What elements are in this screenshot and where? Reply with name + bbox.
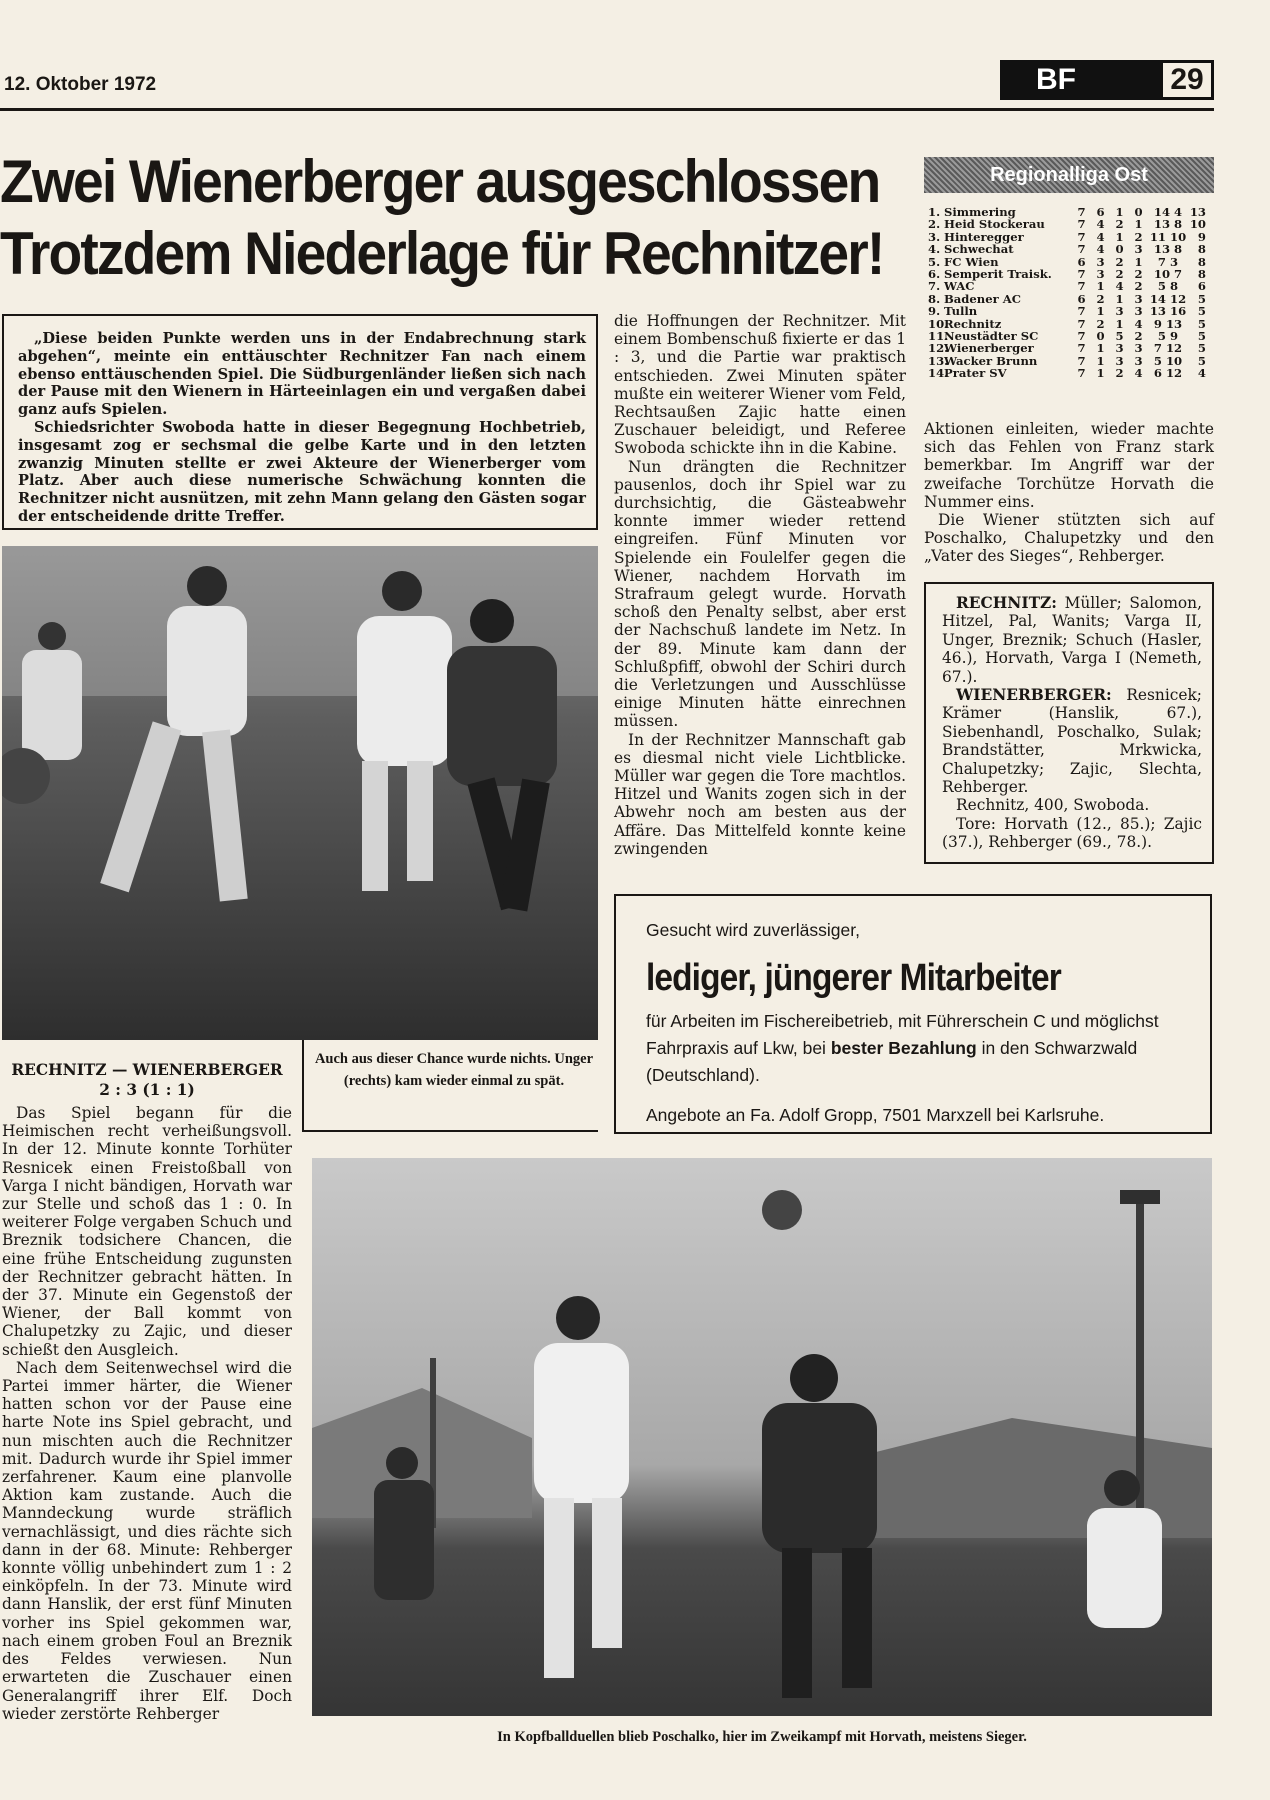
league-cell-w: 1 (1096, 353, 1105, 368)
league-cell-pts: 10 (1189, 217, 1206, 232)
league-cell-goals: 14 12 (1149, 291, 1187, 306)
match-photo-2-image (312, 1158, 1212, 1716)
league-cell-w: 1 (1096, 279, 1105, 294)
league-cell-goals: 5 9 (1157, 329, 1179, 344)
league-cell-goals: 5 8 (1157, 279, 1179, 294)
league-table-row (928, 218, 1218, 230)
lead-paragraph-1: „Diese beiden Punkte werden uns in der Endabrechnung stark abgehen“, meinte ein enttäuschter Rechnitzer Fan nach einem ebenso enttäuschenden Spiel. Die Südburgenländer ließen sich nach der Pause mit den Wienern in Härteeinlagen ein und vergaßen dabei ganz aufs Spielen. (18, 330, 586, 419)
league-cell-l: 3 (1134, 353, 1143, 368)
league-cell-team: WAC (944, 279, 975, 294)
lineup-wienerberger-players: Resnicek; Krämer (Hanslik, 67.), Siebenhandl, Poschalko, Sulak; Brandstätter, Mrkwicka, Chalupetzky; Zajic, Slechta, Rehberger. (942, 686, 1202, 797)
ad-title: lediger, jüngerer Mitarbeiter (646, 957, 1061, 999)
league-cell-pos: 2. (928, 217, 941, 232)
league-cell-team: Wacker Brunn (944, 353, 1038, 368)
ad-body-start: für Arbeiten im Fischereibetrieb, mit Führerschein C und möglichst Fahrpraxis auf Lkw, bei (646, 1011, 1159, 1058)
match-photo-1-image (2, 546, 598, 1040)
league-cell-pts: 9 (1197, 229, 1206, 244)
league-cell-pos: 9. (928, 304, 941, 319)
lineup-rechnitz (942, 594, 1202, 686)
league-cell-l: 1 (1134, 254, 1143, 269)
column-1-paragraph-1: Das Spiel begann für die Heimischen recht verheißungsvoll. In der 12. Minute konnte Torhüter Resnicek einen Freistoßball von Varga I nicht bändigen, Horvath war zur Stelle und schoß das 1 : 0. In weiterer Folge vergaben Schuch und Breznik todsichere Chancen, die eine frühe Entscheidung zugunsten der Rechnitzer gebracht hätten. In der 37. Minute ein Gegenstoß der Wiener, der Ball kommt von Chalupetzky zu Zajic, und dieser schießt den Ausgleich. (2, 1104, 292, 1359)
league-cell-team: Hinteregger (944, 229, 1024, 244)
league-cell-pts: 5 (1197, 353, 1206, 368)
league-cell-gp: 7 (1077, 366, 1086, 381)
league-cell-d: 3 (1115, 304, 1124, 319)
league-cell-l: 2 (1134, 279, 1143, 294)
league-cell-l: 3 (1134, 291, 1143, 306)
league-cell-gp: 7 (1077, 205, 1086, 219)
lineup-wienerberger-label: WIENERBERGER: (956, 686, 1112, 705)
league-cell-goals: 13 16 (1149, 304, 1187, 319)
league-cell-pts: 8 (1197, 254, 1206, 269)
league-cell-w: 1 (1096, 366, 1105, 381)
league-cell-pts: 5 (1197, 329, 1206, 344)
match-teams: RECHNITZ — WIENERBERGER (11, 1061, 283, 1079)
league-cell-goals: 5 10 (1153, 353, 1183, 368)
league-cell-pos: 8. (928, 291, 941, 306)
league-cell-d: 0 (1115, 242, 1124, 257)
league-cell-pos: 1. (928, 205, 941, 219)
caption-divider (302, 1040, 304, 1132)
league-cell-pos: 10. (928, 316, 949, 331)
league-cell-l: 4 (1134, 316, 1143, 331)
league-cell-l: 3 (1134, 341, 1143, 356)
league-cell-team: FC Wien (944, 254, 999, 269)
issue-date: 12. Oktober 1972 (4, 74, 157, 95)
league-cell-d: 4 (1115, 279, 1124, 294)
league-cell-gp: 7 (1077, 341, 1086, 356)
headline-line-1: Zwei Wienerberger ausgeschlossen (0, 148, 880, 215)
league-cell-w: 3 (1096, 254, 1105, 269)
column-3-paragraph-2: Die Wiener stützten sich auf Poschalko, Chalupetzky und den „Vater des Sieges“, Rehberger. (924, 511, 1214, 566)
league-cell-pos: 3. (928, 229, 941, 244)
column-2-paragraph-3: In der Rechnitzer Mannschaft gab es diesmal nicht viele Lichtblicke. Müller war gegen die Tore machtlos. Hitzel und Wanits zogen sich in der Abwehr noch am besten aus der Affäre. Das Mittelfeld konnte keine zwingenden (614, 730, 906, 858)
league-cell-gp: 7 (1077, 242, 1086, 257)
league-table-title: Regionalliga Ost (924, 157, 1214, 193)
league-cell-goals: 7 12 (1153, 341, 1183, 356)
league-cell-w: 1 (1096, 341, 1105, 356)
league-cell-w: 0 (1096, 329, 1105, 344)
photo-2-caption: In Kopfballduellen blieb Poschalko, hier im Zweikampf mit Horvath, meistens Sieger. (497, 1729, 1027, 1745)
league-cell-d: 1 (1115, 291, 1124, 306)
league-cell-pos: 4. (928, 242, 941, 257)
league-cell-w: 4 (1096, 242, 1105, 257)
lineup-goals: Tore: Horvath (12., 85.); Zajic (37.), Rehberger (69., 78.). (942, 814, 1202, 852)
league-cell-team: Rechnitz (944, 316, 1002, 331)
league-cell-gp: 6 (1077, 254, 1086, 269)
league-cell-d: 3 (1115, 341, 1124, 356)
league-cell-goals: 13 8 (1153, 217, 1183, 232)
league-table-row (928, 243, 1218, 255)
league-cell-team: Badener AC (944, 291, 1021, 306)
league-cell-team: Schwechat (944, 242, 1014, 257)
caption-rule (302, 1130, 598, 1132)
league-cell-team: Semperit Traisk. (944, 267, 1052, 282)
column-2-paragraph-1: die Hoffnungen der Rechnitzer. Mit einem Bombenschuß fixierte er das 1 : 3, und die Partie war praktisch entschieden. Zwei Minuten später mußte ein weiterer Wiener vom Feld, Rechtsaußen Zajic hatte einen Zuschauer beleidigt, und Referee Swoboda schickte ihn in die Kabine. (614, 312, 906, 458)
lead-paragraph-2: Schiedsrichter Swoboda hatte in dieser Begegnung Hochbetrieb, insgesamt zog er sechsmal die gelbe Karte und in den letzten zwanzig Minuten stellte er zwei Akteure der Wienerberger vom Platz. Aber auch diese numerische Schwächung konnten die Rechnitzer nicht ausnützen, mit zehn Mann gelang den Gästen sogar der entscheidende dritte Treffer. (18, 418, 586, 525)
league-cell-gp: 7 (1077, 329, 1086, 344)
page-number: 29 (1160, 60, 1214, 100)
match-score: 2 : 3 (1 : 1) (99, 1081, 195, 1099)
league-table-row (928, 280, 1218, 292)
league-cell-w: 1 (1096, 304, 1105, 319)
ad-body-bold: bester Bezahlung (830, 1038, 977, 1058)
match-photo-2 (312, 1158, 1212, 1716)
league-cell-l: 2 (1134, 229, 1143, 244)
league-cell-goals: 7 3 (1157, 254, 1179, 269)
league-cell-pts: 5 (1197, 341, 1206, 356)
league-cell-d: 3 (1115, 353, 1124, 368)
league-cell-gp: 7 (1077, 279, 1086, 294)
league-cell-pos: 6. (928, 267, 941, 282)
league-cell-l: 0 (1134, 205, 1143, 219)
article-column-3 (924, 420, 1214, 566)
job-advertisement (614, 894, 1212, 1134)
league-cell-d: 2 (1115, 267, 1124, 282)
league-cell-gp: 7 (1077, 353, 1086, 368)
league-cell-goals: 11 10 (1149, 229, 1187, 244)
league-cell-pos: 11. (928, 329, 949, 344)
lead-box (2, 314, 598, 530)
article-column-2 (614, 312, 906, 858)
league-cell-goals: 6 12 (1153, 366, 1183, 381)
league-cell-goals: 10 7 (1153, 267, 1183, 282)
league-cell-pts: 8 (1197, 242, 1206, 257)
league-cell-pts: 5 (1197, 304, 1206, 319)
league-cell-d: 1 (1115, 316, 1124, 331)
league-table-row (928, 367, 1218, 379)
league-cell-l: 1 (1134, 217, 1143, 232)
league-cell-pos: 7. (928, 279, 941, 294)
lineup-wienerberger (942, 686, 1202, 796)
ad-body-end: in den Schwarzwald (Deutschland). (646, 1038, 1138, 1085)
league-cell-pts: 6 (1197, 279, 1206, 294)
league-cell-w: 3 (1096, 267, 1105, 282)
league-cell-gp: 6 (1077, 291, 1086, 306)
league-cell-team: Heid Stockerau (944, 217, 1045, 232)
league-table (928, 206, 1218, 380)
league-cell-gp: 7 (1077, 229, 1086, 244)
lineup-rechnitz-label: RECHNITZ: (956, 594, 1057, 612)
league-cell-d: 5 (1115, 329, 1124, 344)
league-cell-l: 3 (1134, 304, 1143, 319)
publication-logo: BF (1000, 60, 1160, 100)
league-cell-team: Simmering (944, 205, 1016, 219)
league-cell-team: Wienerberger (944, 341, 1034, 356)
league-cell-w: 2 (1096, 291, 1105, 306)
league-cell-d: 1 (1115, 205, 1124, 219)
league-cell-pos: 13. (928, 353, 949, 368)
league-cell-pts: 13 (1189, 205, 1206, 219)
ad-intro: Gesucht wird zuverlässiger, (646, 920, 860, 940)
ad-contact: Angebote an Fa. Adolf Gropp, 7501 Marxzell bei Karlsruhe. (646, 1105, 1105, 1125)
league-cell-w: 6 (1096, 205, 1105, 219)
league-cell-team: Prater SV (944, 366, 1007, 381)
match-heading (2, 1060, 292, 1100)
lineup-box (924, 582, 1214, 864)
league-cell-goals: 9 13 (1153, 316, 1183, 331)
headline-line-2: Trotzdem Niederlage für Rechnitzer! (0, 220, 884, 287)
league-cell-pts: 8 (1197, 267, 1206, 282)
lineup-match-info: Rechnitz, 400, Swoboda. (956, 796, 1150, 815)
league-cell-l: 3 (1134, 242, 1143, 257)
league-cell-pos: 14. (928, 366, 949, 381)
league-cell-gp: 7 (1077, 304, 1086, 319)
league-cell-team: Neustädter SC (944, 329, 1039, 344)
ad-body (646, 1008, 1180, 1089)
league-cell-goals: 13 8 (1153, 242, 1183, 257)
header-rule (0, 108, 1214, 111)
league-cell-gp: 7 (1077, 316, 1086, 331)
photo-1-caption: Auch aus dieser Chance wurde nichts. Unger (rechts) kam wieder einmal zu spät. (314, 1051, 594, 1089)
league-cell-pts: 4 (1197, 366, 1206, 381)
league-cell-d: 2 (1115, 254, 1124, 269)
league-cell-pts: 5 (1197, 316, 1206, 331)
league-cell-gp: 7 (1077, 267, 1086, 282)
league-cell-l: 2 (1134, 267, 1143, 282)
league-cell-team: Tulln (944, 304, 978, 319)
league-table-row (928, 342, 1218, 354)
match-photo-1 (2, 546, 598, 1040)
league-cell-w: 4 (1096, 217, 1105, 232)
league-cell-w: 4 (1096, 229, 1105, 244)
league-cell-l: 4 (1134, 366, 1143, 381)
lineup-rechnitz-players: Müller; Salomon, Hitzel, Pal, Wanits; Varga II, Unger, Breznik; Schuch (Hasler, 46.), Horvath, Varga I (Nemeth, 67.). (942, 594, 1202, 686)
article-column-1 (2, 1104, 292, 1723)
column-2-paragraph-2: Nun drängten die Rechnitzer pausenlos, doch ihr Spiel war zu durchsichtig, die Gästeabwehr konnte immer wieder rettend eingreifen. Fünf Minuten vor Spielende ein Foulelfer gegen die Wiener, nachdem Horvath im Strafraum gelegt wurde. Horvath schoß den Penalty selbst, aber erst der Nachschuß landete im Netz. In der 89. Minute kam dann der Schlußpfiff, obwohl der Schiri durch die Verletzungen und Ausschlüsse einige Minuten hätte einrechnen müssen. (614, 457, 906, 731)
league-cell-w: 2 (1096, 316, 1105, 331)
league-cell-pos: 12. (928, 341, 949, 356)
league-cell-d: 1 (1115, 229, 1124, 244)
league-cell-goals: 14 4 (1153, 205, 1183, 219)
league-cell-pts: 5 (1197, 291, 1206, 306)
league-cell-pos: 5. (928, 254, 941, 269)
league-cell-l: 2 (1134, 329, 1143, 344)
league-cell-d: 2 (1115, 217, 1124, 232)
league-cell-d: 2 (1115, 366, 1124, 381)
column-3-paragraph-1: Aktionen einleiten, wieder machte sich das Fehlen von Franz stark bemerkbar. Im Angriff war der zweifache Torchütze Horvath die Nummer eins. (924, 420, 1214, 511)
league-cell-gp: 7 (1077, 217, 1086, 232)
league-table-row (928, 305, 1218, 317)
column-1-paragraph-2: Nach dem Seitenwechsel wird die Partei immer härter, die Wiener hatten schon vor der Pause eine harte Note ins Spiel gebracht, und nun mischten auch die Rechnitzer mit. Dadurch wurde ihr Spiel immer zerfahrener. Kaum eine planvolle Aktion kam zustande. Auch die Manndeckung wurde sträflich vernachlässigt, und dies rächte sich dann in der 68. Minute: Rehberger konnte völlig unbehindert zum 1 : 2 einköpfeln. In der 73. Minute wird dann Hanslik, der erst fünf Minuten vorher ins Spiel gekommen war, nach einem groben Foul an Breznik des Feldes verwiesen. Nun erwarteten die Zuschauer einen Generalangriff ihrer Elf. Doch wieder zerstörte Rehberger (2, 1358, 292, 1723)
